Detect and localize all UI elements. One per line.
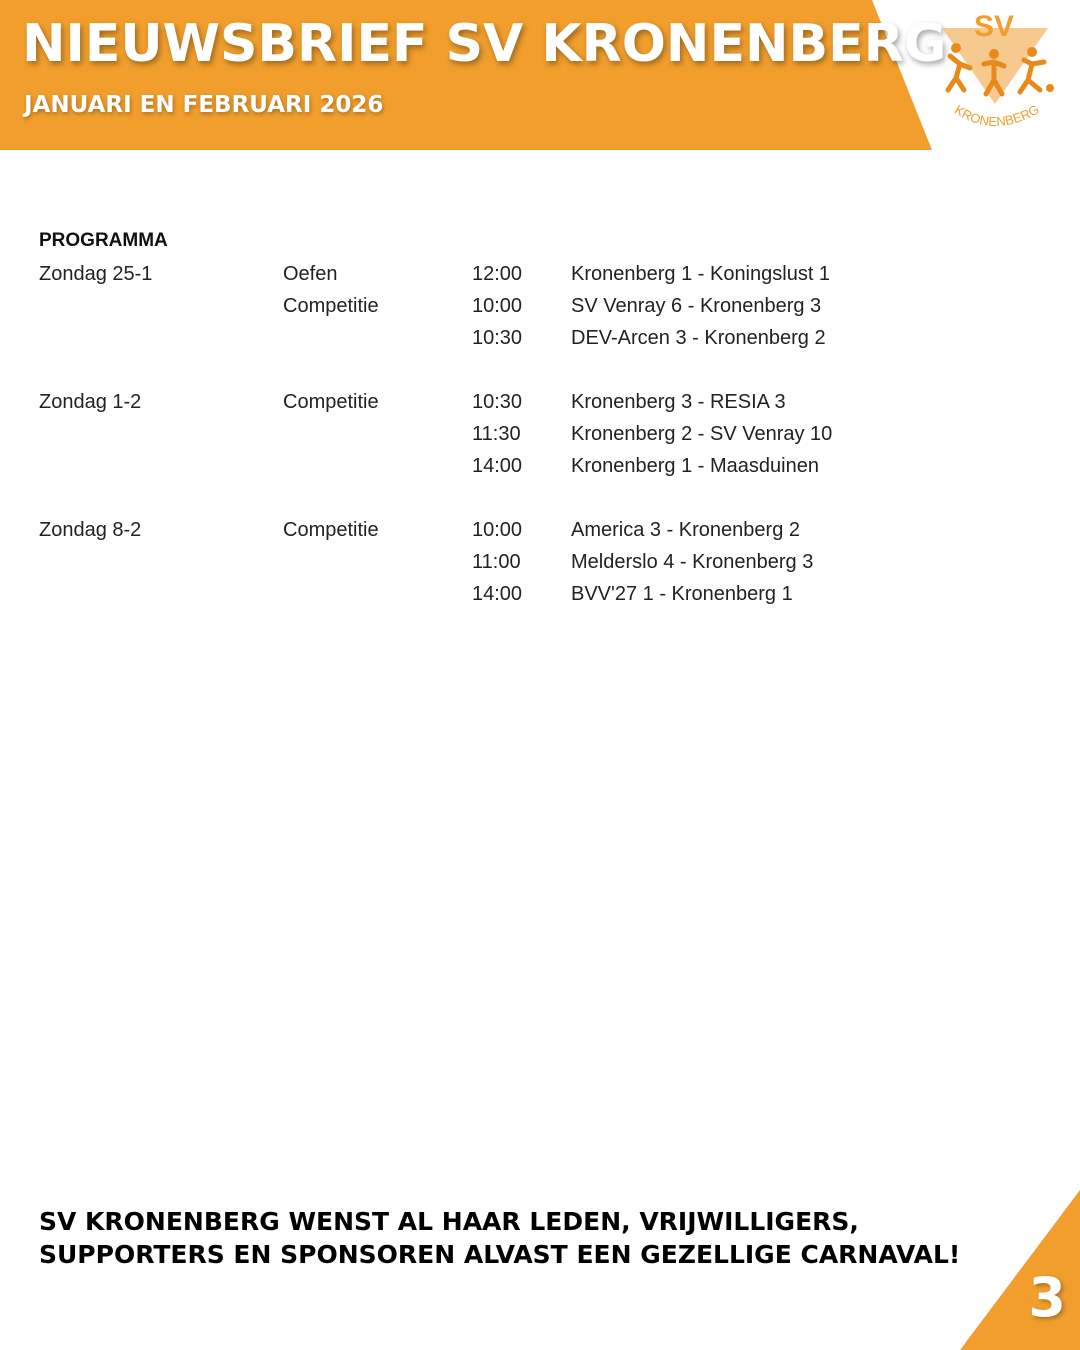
program-time: 10:00 (472, 519, 523, 541)
program-row (0, 386, 1080, 418)
program-day: Zondag 1-2 (39, 391, 142, 413)
program-time: 12:00 (472, 263, 523, 285)
program-match: America 3 - Kronenberg 2 (571, 519, 801, 541)
program-type: Oefen (283, 263, 338, 285)
program-match: Kronenberg 3 - RESIA 3 (571, 391, 786, 413)
program-time: 10:30 (472, 327, 523, 349)
program-match: BVV'27 1 - Kronenberg 1 (571, 583, 793, 605)
program-time: 11:00 (472, 551, 521, 573)
program-row (0, 450, 1080, 482)
program-time: 14:00 (472, 455, 523, 477)
program-row (0, 290, 1080, 322)
program-match: Kronenberg 1 - Maasduinen (571, 455, 819, 477)
club-logo (928, 4, 1068, 144)
program-row (0, 418, 1080, 450)
page-number: 3 (1028, 1266, 1066, 1329)
program-match: Melderslo 4 - Kronenberg 3 (571, 551, 814, 573)
program-time: 11:30 (472, 423, 521, 445)
program-row (0, 322, 1080, 354)
program-match: SV Venray 6 - Kronenberg 3 (571, 295, 822, 317)
program-row (0, 514, 1080, 546)
newsletter-subtitle: JANUARI EN FEBRUARI 2026 (24, 92, 384, 118)
program-time: 14:00 (472, 583, 523, 605)
carnaval-message: SV KRONENBERG WENST AL HAAR LEDEN, VRIJWILLIGERS, SUPPORTERS EN SPONSOREN ALVAST EEN GEZELLIGE CARNAVAL! (39, 1207, 961, 1269)
program-heading: PROGRAMMA (39, 230, 168, 251)
program-day: Zondag 8-2 (39, 519, 142, 541)
newsletter-title: NIEUWSBRIEF SV KRONENBERG (22, 14, 947, 74)
program-match: Kronenberg 1 - Koningslust 1 (571, 263, 831, 285)
program-row (0, 546, 1080, 578)
program-match: Kronenberg 2 - SV Venray 10 (571, 423, 833, 445)
program-row (0, 258, 1080, 290)
program-time: 10:30 (472, 391, 523, 413)
logo-name-text: KRONENBERG (951, 101, 1042, 130)
program-match: DEV-Arcen 3 - Kronenberg 2 (571, 327, 826, 349)
program-type: Competitie (283, 391, 379, 413)
program-type: Competitie (283, 519, 379, 541)
program-time: 10:00 (472, 295, 523, 317)
program-type: Competitie (283, 295, 379, 317)
program-row (0, 578, 1080, 610)
program-day: Zondag 25-1 (39, 263, 153, 285)
logo-sv-text: SV (973, 10, 1015, 43)
